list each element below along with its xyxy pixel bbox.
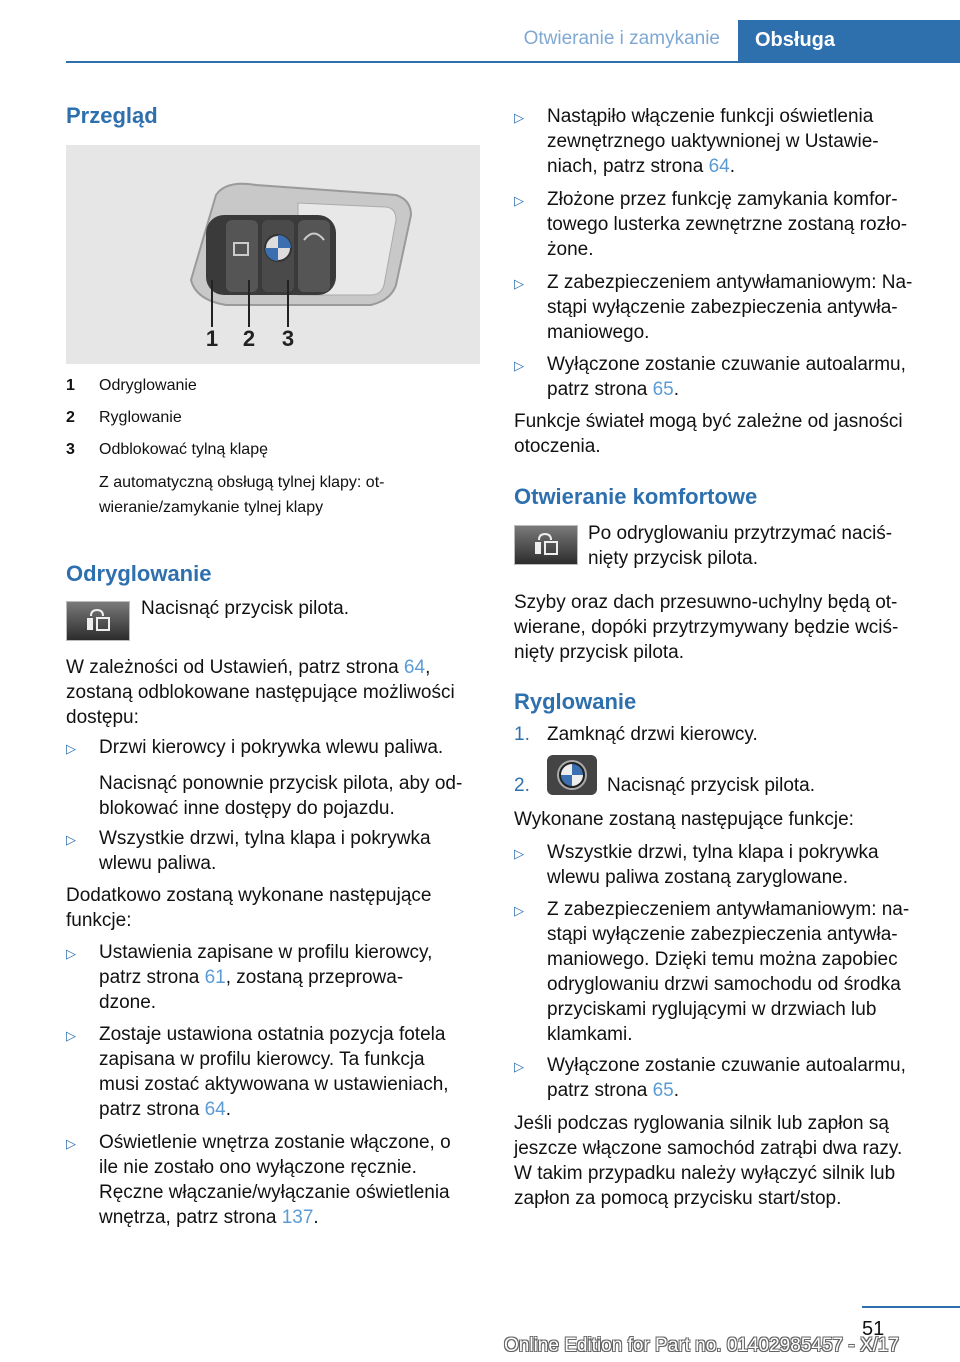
bullet-text: Z zabezpieczeniem antywłamaniowym: Na- — [547, 272, 913, 293]
legend-text: Odblokować tylną klapę — [99, 441, 268, 458]
text-line: Po odryglowaniu przytrzymać naciś- — [588, 523, 893, 544]
bullet-text: Z zabezpieczeniem antywłamaniowym: na- — [547, 899, 910, 920]
figure-label-2: 2 — [242, 326, 256, 351]
page-link[interactable]: 64 — [204, 1099, 226, 1120]
text-run: . — [673, 379, 680, 400]
bullet-subtext: Nacisnąć ponownie przycisk pilota, aby od- — [99, 773, 463, 794]
page-link[interactable]: 65 — [652, 1080, 674, 1101]
bullet-text: stąpi wyłączenie zabezpieczenia antywła- — [547, 924, 898, 945]
windows-note — [514, 590, 898, 665]
figure-label-1: 1 — [205, 326, 219, 351]
bullet-text: stąpi wyłączenie zabezpieczenia antywła- — [547, 297, 898, 318]
legend-number: 1 — [66, 377, 75, 394]
unlock-button-icon — [66, 601, 130, 641]
bmw-logo-icon — [547, 755, 597, 802]
text-run: niach, patrz strona — [547, 156, 709, 177]
comfort-instruction — [588, 521, 892, 571]
text-line: wierane, dopóki przytrzymywany będzie wciś- — [514, 617, 899, 638]
legend-text: Ryglowanie — [99, 409, 182, 426]
legend-number: 2 — [66, 409, 75, 426]
text-line: Jeśli podczas ryglowania silnik lub zapłon są — [514, 1113, 889, 1134]
unlock-glyph — [515, 526, 577, 564]
bullet-text: wlewu paliwa zostaną zaryglowane. — [547, 867, 848, 888]
step-text: Nacisnąć przycisk pilota. — [607, 775, 816, 796]
lock-intro: Wykonane zostaną następujące funkcje: — [514, 809, 854, 830]
text-run: , zostaną przeprowa- — [225, 967, 404, 988]
text-line: nięty przycisk pilota. — [588, 548, 759, 569]
triangle-bullet-icon: ▷ — [514, 358, 524, 373]
text-line: zapłon za pomocą przycisku start/stop. — [514, 1188, 842, 1209]
text-line: dostępu: — [66, 707, 139, 728]
bullet-text: zewnętrznego uaktywnionej w Ustawie- — [547, 131, 879, 152]
text-line: jeszcze włączone samochód zatrąbi dwa razy. — [514, 1138, 903, 1159]
step-number: 1. — [514, 724, 530, 745]
bullet-text: wlewu paliwa. — [99, 853, 217, 874]
bullet-text: dzone. — [99, 992, 157, 1013]
text-run: W zależności od Ustawień, patrz strona — [66, 657, 404, 678]
section-title-unlock: Odryglowanie — [66, 561, 212, 586]
triangle-bullet-icon: ▷ — [514, 193, 524, 208]
page-link[interactable]: 65 — [652, 379, 674, 400]
text-line: otoczenia. — [514, 436, 601, 457]
step-text: Zamknąć drzwi kierowcy. — [547, 724, 758, 745]
bullet-text: maniowego. Dzięki temu można zapobiec — [547, 949, 898, 970]
extra-functions-intro — [66, 883, 431, 933]
text-run: . — [673, 1080, 680, 1101]
page-link[interactable]: 61 — [204, 967, 226, 988]
text-line: nięty przycisk pilota. — [514, 642, 685, 663]
bullet-text: Zostaje ustawiona ostatnia pozycja fotela — [99, 1024, 446, 1045]
triangle-bullet-icon: ▷ — [66, 832, 76, 847]
step-number: 2. — [514, 775, 530, 796]
light-note — [514, 409, 903, 459]
text-run: wnętrza, patrz strona — [99, 1207, 282, 1228]
text-line: Szyby oraz dach przesuwno-uchylny będą ot- — [514, 592, 898, 613]
legend-text: Odryglowanie — [99, 377, 197, 394]
triangle-bullet-icon: ▷ — [66, 741, 76, 756]
text-run: patrz strona — [547, 1080, 653, 1101]
bullet-text: przyciskami ryglującymi w drzwiach lub — [547, 999, 877, 1020]
triangle-bullet-icon: ▷ — [514, 276, 524, 291]
figure-label-3: 3 — [281, 326, 295, 351]
text-run: patrz strona — [547, 379, 653, 400]
bullet-text: towego lusterka zewnętrzne zostaną rozło- — [547, 214, 908, 235]
footer-edition: Online Edition for Part no. 01402985457 - X/17 — [504, 1335, 900, 1356]
bullet-text: Wyłączone zostanie czuwanie autoalarmu, — [547, 354, 906, 375]
bullet-text: Ręczne włączanie/wyłączanie oświetlenia — [99, 1182, 450, 1203]
text-line: zostaną odblokowane następujące możliwości — [66, 682, 455, 703]
key-fob-figure — [66, 145, 480, 364]
bullet-text: zapisana w profilu kierowcy. Ta funkcja — [99, 1049, 425, 1070]
text-run: . — [729, 156, 736, 177]
unlock-button-icon — [514, 525, 578, 565]
bullet-text: żone. — [547, 239, 594, 260]
unlock-intro — [66, 655, 480, 730]
bullet-text: Drzwi kierowcy i pokrywka wlewu paliwa. — [99, 737, 444, 758]
bullet-subtext: blokować inne dostępy do pojazdu. — [99, 798, 395, 819]
engine-note — [514, 1111, 902, 1211]
bullet-text: Złożone przez funkcję zamykania komfor- — [547, 189, 898, 210]
text-line: Funkcje świateł mogą być zależne od jasności — [514, 411, 903, 432]
bullet-text: ile nie zostało ono wyłączone ręcznie. — [99, 1157, 417, 1178]
text-run: patrz strona — [99, 1099, 205, 1120]
triangle-bullet-icon: ▷ — [514, 846, 524, 861]
section-title-comfort: Otwieranie komfortowe — [514, 484, 758, 509]
text-run: , — [425, 657, 431, 678]
triangle-bullet-icon: ▷ — [66, 1136, 76, 1151]
bullet-text: Nastąpiło włączenie funkcji oświetlenia — [547, 106, 874, 127]
legend-number: 3 — [66, 441, 75, 458]
bullet-text: klamkami. — [547, 1024, 633, 1045]
bullet-text: Oświetlenie wnętrza zostanie włączone, o — [99, 1132, 451, 1153]
bullet-text: Wszystkie drzwi, tylna klapa i pokrywka — [547, 842, 879, 863]
text-line: W takim przypadku należy wyłączyć silnik lub — [514, 1163, 896, 1184]
unlock-action: Nacisnąć przycisk pilota. — [141, 598, 350, 619]
section-title-overview: Przegląd — [66, 103, 158, 128]
bullet-text: odryglowaniu drzwi samochodu od środka — [547, 974, 901, 995]
page-number: 51 — [862, 1318, 885, 1340]
text-line: Dodatkowo zostaną wykonane następujące — [66, 885, 432, 906]
text-run: . — [313, 1207, 319, 1228]
triangle-bullet-icon: ▷ — [514, 110, 524, 125]
header-section-title: Otwieranie i zamykanie — [523, 28, 720, 49]
header-tab[interactable]: Obsługa — [738, 20, 960, 63]
section-title-lock: Ryglowanie — [514, 689, 637, 714]
page-link[interactable]: 64 — [708, 156, 730, 177]
unlock-glyph — [67, 602, 129, 640]
legend-note-line: wieranie/zamykanie tylnej klapy — [99, 499, 324, 516]
page-link[interactable]: 64 — [403, 657, 426, 678]
text-line: funkcje: — [66, 910, 132, 931]
bullet-text: Wyłączone zostanie czuwanie autoalarmu, — [547, 1055, 906, 1076]
triangle-bullet-icon: ▷ — [514, 903, 524, 918]
text-run: patrz strona — [99, 967, 205, 988]
footer-rule — [862, 1306, 960, 1308]
bullet-text: musi zostać aktywowana w ustawieniach, — [99, 1074, 449, 1095]
legend-note-line: Z automatyczną obsługą tylnej klapy: ot- — [99, 474, 385, 491]
triangle-bullet-icon: ▷ — [66, 946, 76, 961]
bullet-text: maniowego. — [547, 322, 650, 343]
bullet-text: Ustawienia zapisane w profilu kierowcy, — [99, 942, 433, 963]
bullet-text: Wszystkie drzwi, tylna klapa i pokrywka — [99, 828, 431, 849]
text-run: . — [225, 1099, 232, 1120]
triangle-bullet-icon: ▷ — [514, 1059, 524, 1074]
page-link[interactable]: 137 — [281, 1207, 314, 1228]
triangle-bullet-icon: ▷ — [66, 1028, 76, 1043]
key-fob-illustration — [66, 145, 480, 364]
header-rule — [66, 61, 960, 63]
